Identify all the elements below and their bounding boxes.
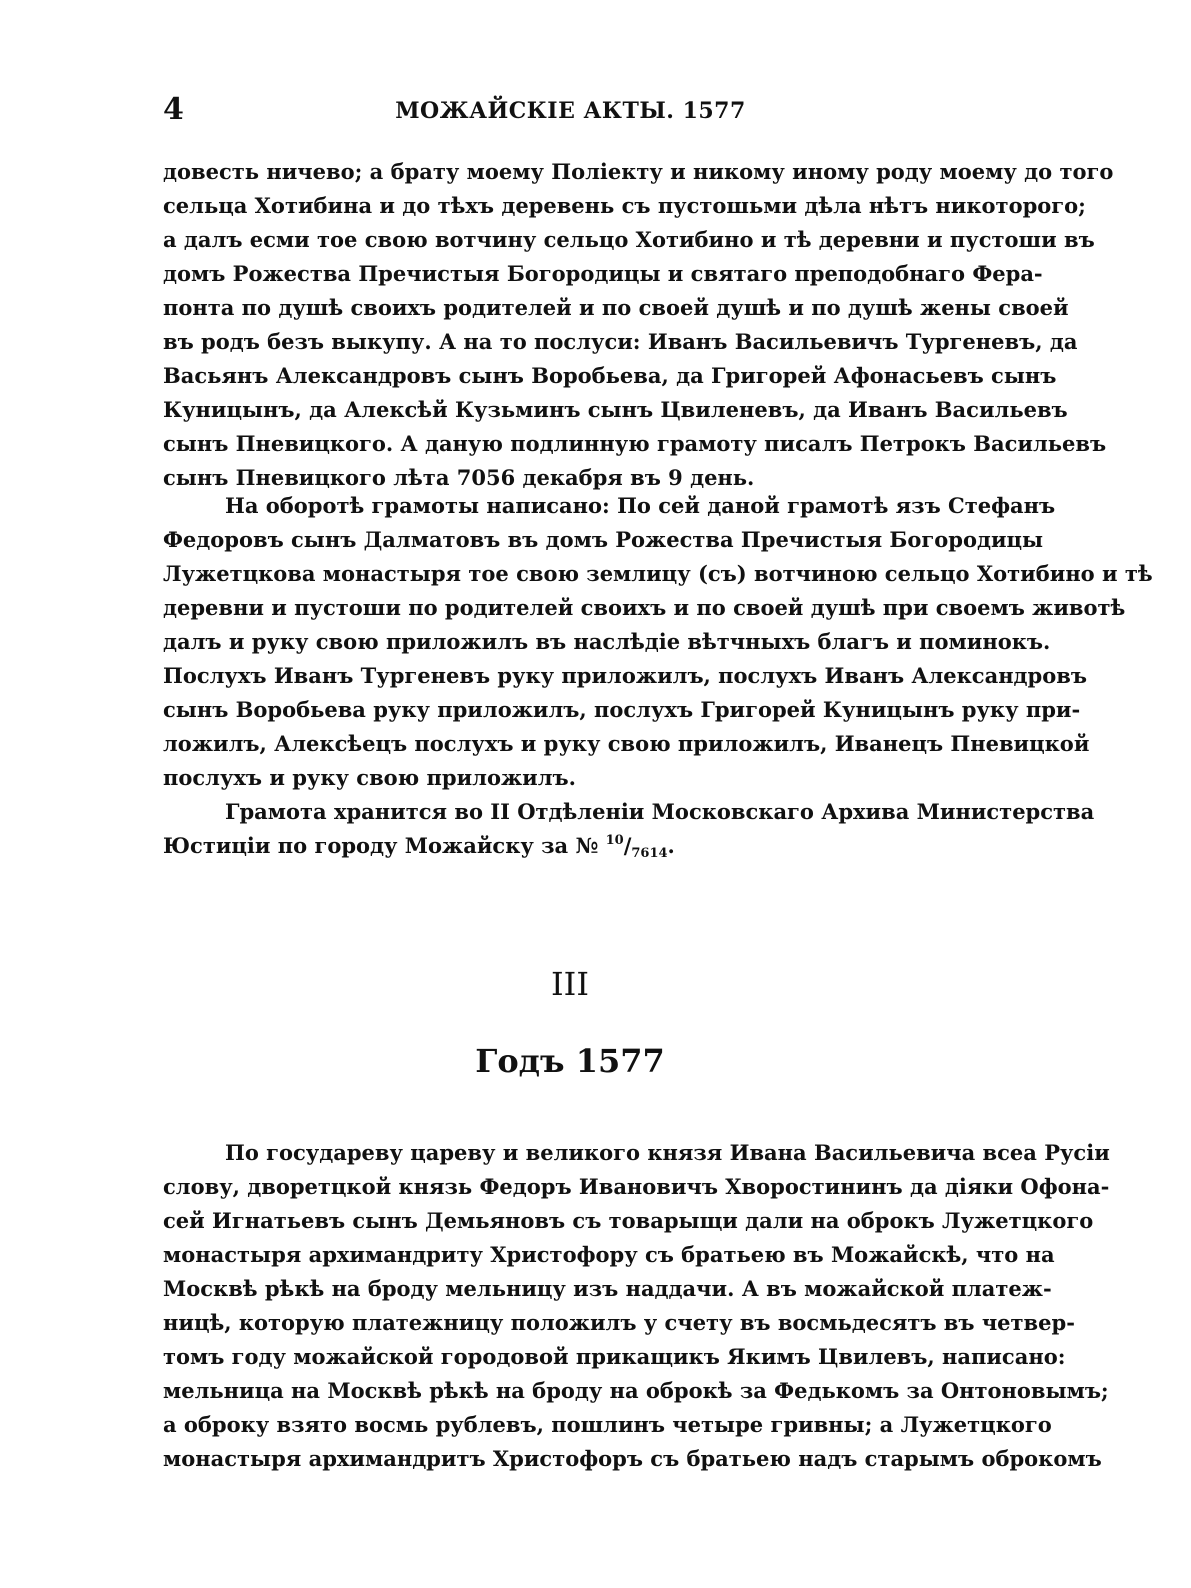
text-line: Лужетцкова монастыря тое свою землицу (съ) вотчиною сельцо Хотибино и тѣ [163, 561, 1153, 586]
text-line: Москвѣ рѣкѣ на броду мельницу изъ наддачи. А въ можайской платеж- [163, 1276, 1052, 1301]
text-line: сельца Хотибина и до тѣхъ деревень съ пустошьми дѣла нѣтъ никоторого; [163, 193, 1086, 218]
archive-number-numerator: 10 [605, 833, 624, 848]
text-line: домъ Рожества Пречистыя Богородицы и святаго преподобнаго Фера- [163, 261, 1043, 286]
text-line: сынъ Пневицкого. А даную подлинную грамоту писалъ Петрокъ Васильевъ [163, 431, 1107, 456]
text-line: Грамота хранится во II Отдѣленіи Московскаго Архива Министерства [225, 799, 1095, 824]
text-line: Васьянъ Александровъ сынъ Воробьева, да Григорей Афонасьевъ сынъ [163, 363, 1057, 388]
text-line: послухъ и руку свою приложилъ. [163, 765, 576, 790]
archive-reference-line [163, 829, 978, 863]
document-iii-text [163, 1136, 1110, 1476]
text-line: слову, дворетцкой князь Федоръ Ивановичъ Хворостининъ да діяки Офона- [163, 1174, 1110, 1199]
text-line: Куницынъ, да Алексѣй Кузьминъ сынъ Цвиленевъ, да Иванъ Васильевъ [163, 397, 1068, 422]
text-line: сынъ Воробьева руку приложилъ, послухъ Григорей Куницынъ руку при- [163, 697, 1081, 722]
text-line: далъ и руку свою приложилъ въ наслѣдіе вѣтчныхъ благъ и поминокъ. [163, 629, 1051, 654]
running-head [163, 92, 978, 132]
archive-number-denominator: 7614 [631, 846, 668, 861]
text-line: понта по душѣ своихъ родителей и по своей душѣ и по душѣ жены своей [163, 295, 1069, 320]
archive-number-separator: / [623, 833, 632, 858]
section-numeral: III [551, 965, 589, 1003]
text-line: деревни и пустоши по родителей своихъ и по своей душѣ при своемъ животѣ [163, 595, 1126, 620]
text-line: монастыря архимандритъ Христофоръ съ братьею надъ старымъ оброкомъ [163, 1446, 1102, 1471]
page-number: 4 [163, 92, 184, 127]
section-heading: Годъ 1577 [475, 1042, 665, 1080]
text-line: ложилъ, Алексѣецъ послухъ и руку свою приложилъ, Иванецъ Пневицкой [163, 731, 1090, 756]
text-line: въ родъ безъ выкупу. А на то послуси: Иванъ Васильевичъ Тургеневъ, да [163, 329, 1078, 354]
archive-reference-text: Юстиціи по городу Можайску за № [163, 833, 599, 858]
text-line: довесть ничево; а брату моему Поліекту и никому иному роду моему до того [163, 159, 1114, 184]
verso-note [163, 489, 1153, 795]
text-line: а оброку взято восмь рублевъ, пошлинъ четыре гривны; а Лужетцкого [163, 1412, 1052, 1437]
text-line: монастыря архимандриту Христофору съ братьею въ Можайскѣ, что на [163, 1242, 1055, 1267]
running-title: МОЖАЙСКІЕ АКТЫ. 1577 [395, 98, 746, 124]
text-line: ницѣ, которую платежницу положилъ у счету въ восмьдесятъ въ четвер- [163, 1310, 1075, 1335]
text-line: Послухъ Иванъ Тургеневъ руку приложилъ, послухъ Иванъ Александровъ [163, 663, 1087, 688]
archive-number-end: . [667, 833, 675, 858]
text-line: По государеву цареву и великого князя Ивана Васильевича всеа Русіи [225, 1140, 1110, 1165]
document-ii-text [163, 155, 1114, 495]
text-line: мельница на Москвѣ рѣкѣ на броду на оброкѣ за Федькомъ за Онтоновымъ; [163, 1378, 1109, 1403]
text-line: сынъ Пневицкого лѣта 7056 декабря въ 9 день. [163, 465, 755, 490]
archive-note [163, 795, 1095, 863]
text-line: сей Игнатьевъ сынъ Демьяновъ съ товарыщи дали на оброкъ Лужетцкого [163, 1208, 1094, 1233]
text-line: томъ году можайской городовой прикащикъ Якимъ Цвилевъ, написано: [163, 1344, 1066, 1369]
text-line: На оборотѣ грамоты написано: По сей даной грамотѣ язъ Стефанъ [225, 493, 1056, 518]
text-line: а далъ есми тое свою вотчину сельцо Хотибино и тѣ деревни и пустоши въ [163, 227, 1095, 252]
text-line: Федоровъ сынъ Далматовъ въ домъ Рожества Пречистыя Богородицы [163, 527, 1044, 552]
